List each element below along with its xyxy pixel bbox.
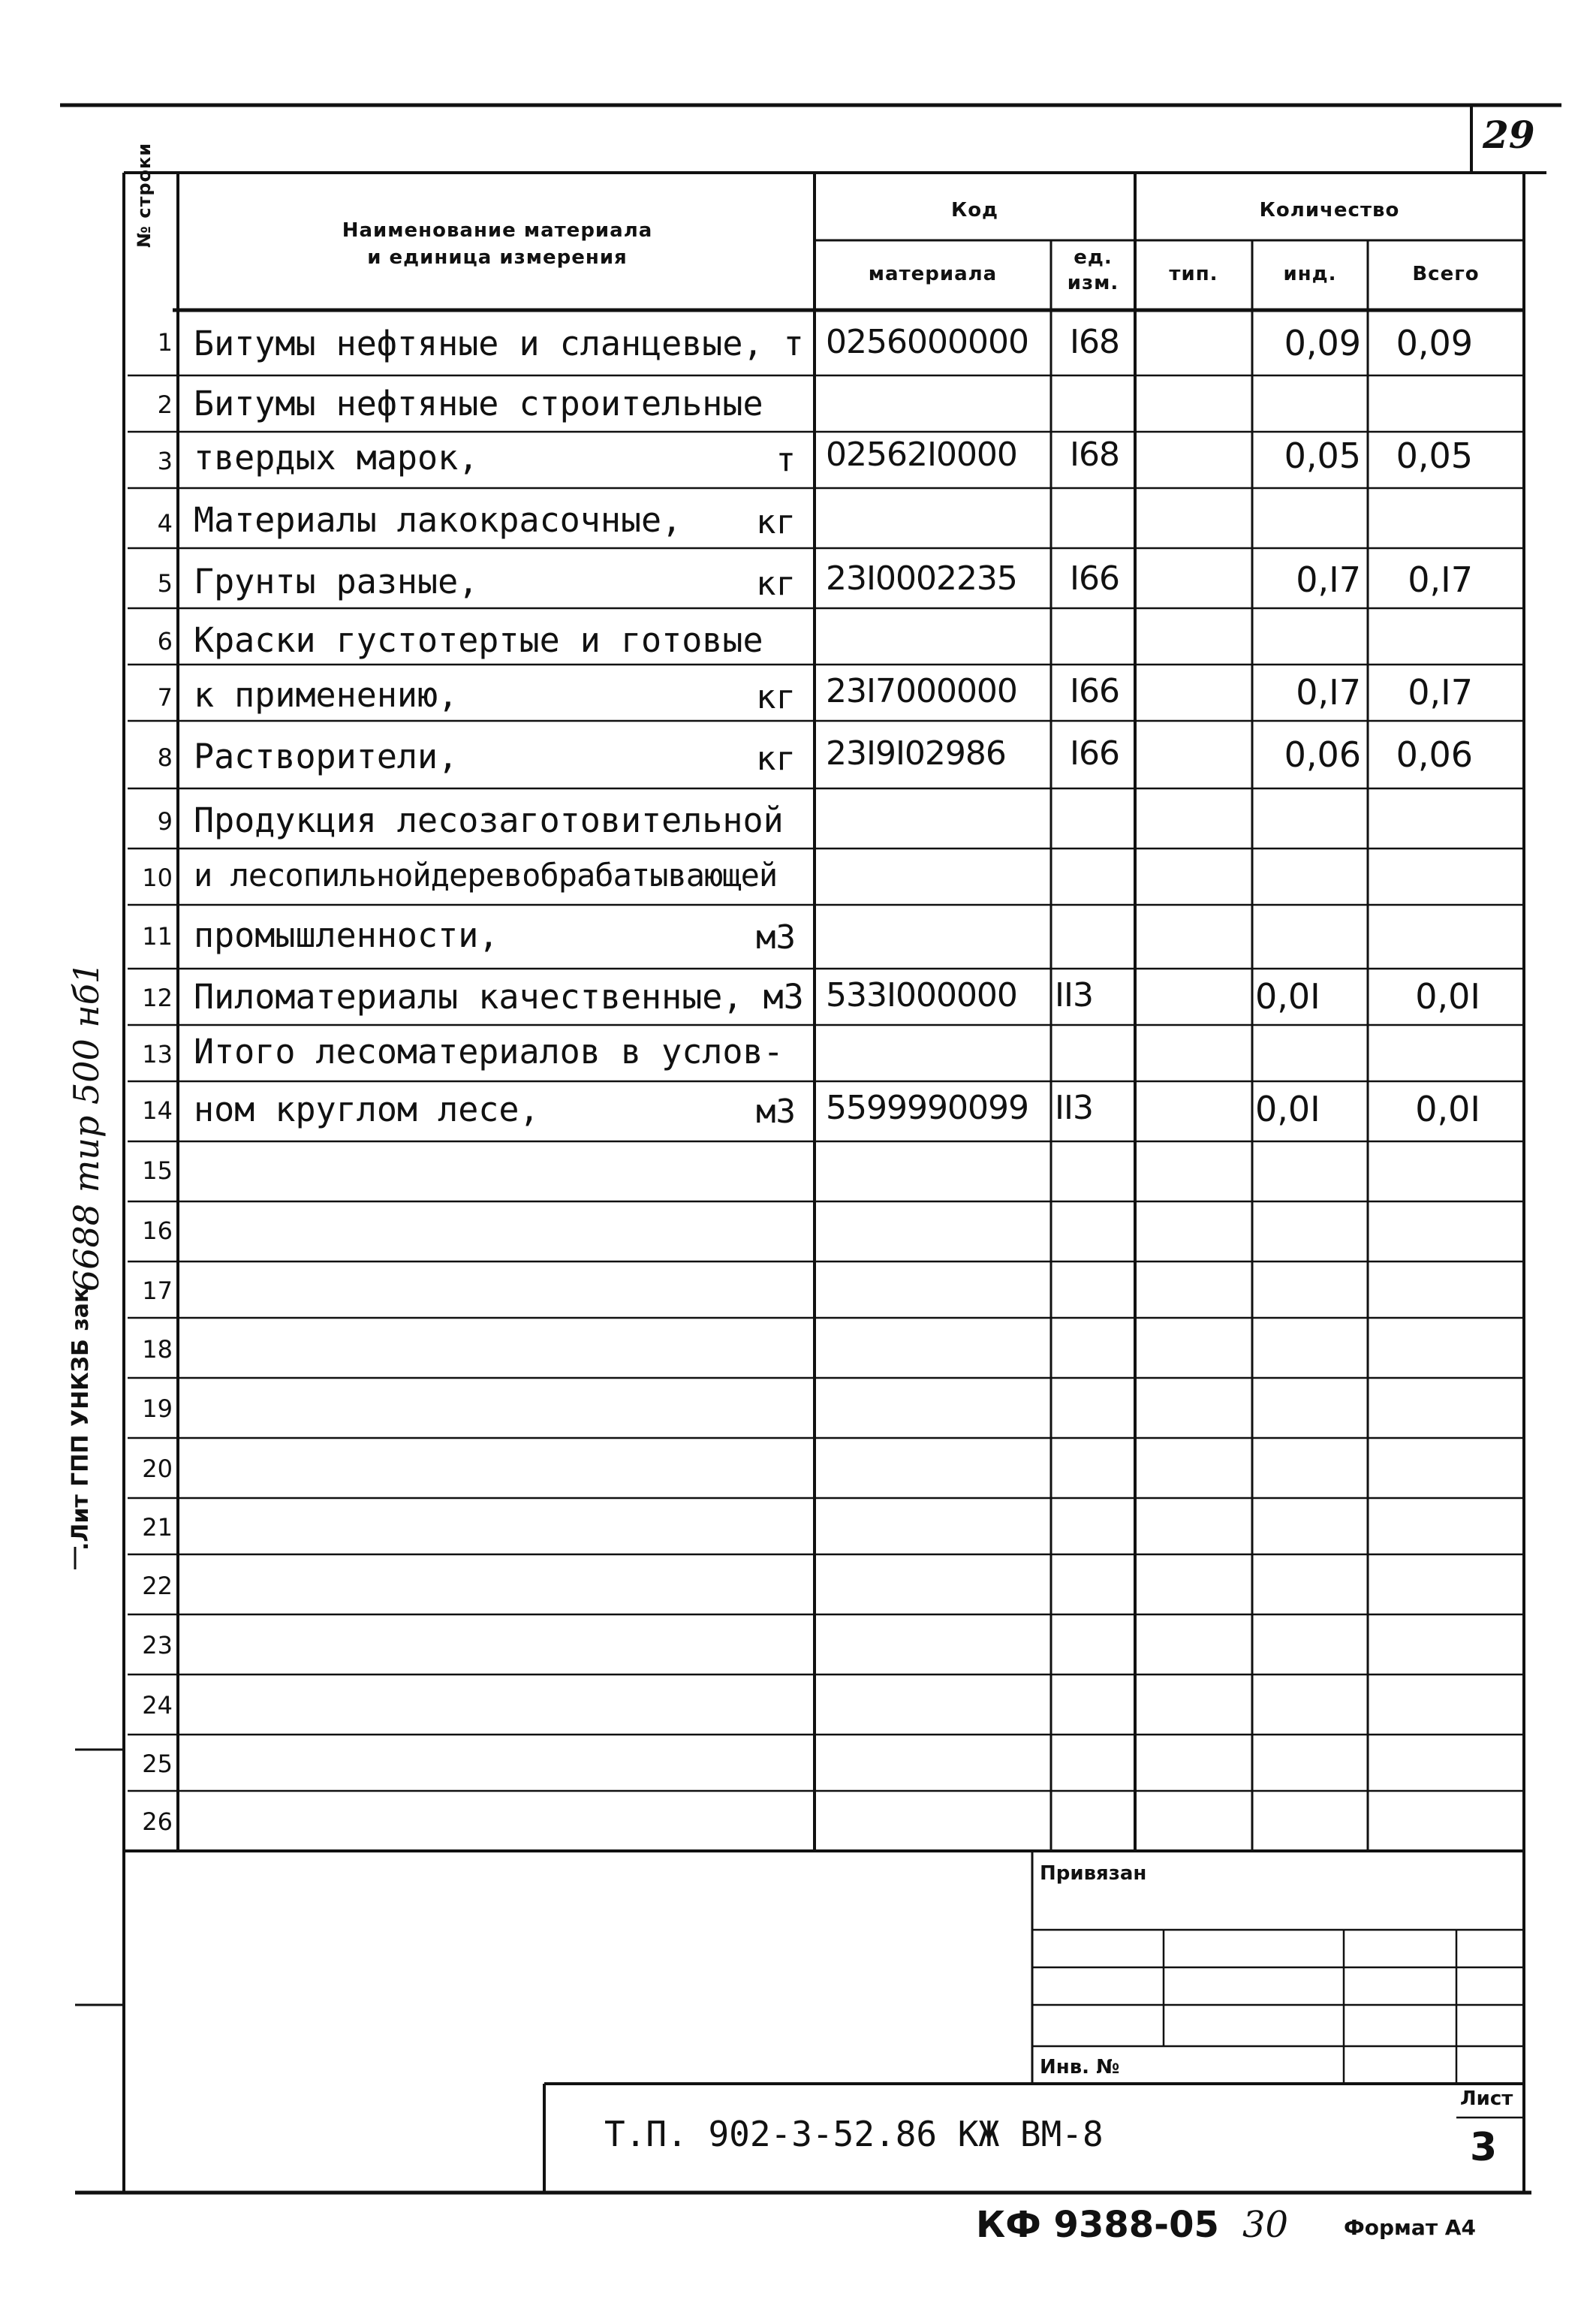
material-code: 23I7000000: [826, 672, 1017, 710]
unit-code: II3: [1055, 1089, 1093, 1127]
footer-format: Формат А4: [1344, 2215, 1476, 2240]
row-number: 18: [142, 1335, 173, 1364]
row-number: 8: [157, 743, 173, 772]
header-qty-ind: инд.: [1283, 263, 1337, 285]
material-unit: кг: [756, 503, 796, 541]
footer-order: КФ 9388-05: [976, 2204, 1219, 2246]
row-number: 21: [142, 1513, 173, 1542]
material-name: к применению,: [194, 675, 459, 715]
header-code-material: материала: [868, 263, 998, 285]
qty-total: 0,0I: [1415, 976, 1480, 1017]
material-name: промышленности,: [194, 915, 499, 955]
qty-ind: 0,05: [1284, 436, 1361, 476]
document-designation: Т.П. 902-3-52.86 КЖ ВМ-8: [604, 2114, 1104, 2154]
row-number: 23: [142, 1631, 173, 1659]
unit-code: I66: [1070, 734, 1119, 773]
qty-ind: 0,09: [1284, 323, 1361, 363]
margin-handwritten-note: 6688 тир 500 нб1: [66, 961, 107, 1292]
row-number: 22: [142, 1572, 173, 1600]
header-row-number: № строки: [134, 142, 155, 248]
row-number: 24: [142, 1691, 173, 1720]
material-code: 0256000000: [826, 323, 1028, 361]
material-name: твердых марок,: [194, 438, 479, 478]
row-number: 10: [142, 864, 173, 892]
qty-total: 0,0I: [1415, 1089, 1480, 1129]
material-unit: т: [775, 441, 796, 479]
row-number: 3: [157, 447, 173, 475]
row-number: 13: [142, 1040, 173, 1069]
material-unit: м3: [756, 918, 796, 957]
header-code-unit-2: изм.: [1067, 272, 1119, 294]
material-name: Итого лесоматериалов в услов-: [194, 1032, 784, 1072]
header-name-line1: Наименование материала: [342, 219, 653, 242]
material-name: Материалы лакокрасочные,: [194, 500, 682, 540]
material-name: Пиломатериалы качественные, м3: [194, 977, 804, 1017]
material-unit: кг: [756, 678, 796, 716]
material-name: Продукция лесозаготовительной: [194, 800, 784, 840]
qty-total: 0,05: [1396, 436, 1473, 476]
material-name: Грунты разные,: [194, 562, 479, 601]
header-quantity: Количество: [1259, 199, 1400, 222]
unit-code: I68: [1070, 436, 1119, 474]
row-number: 14: [142, 1096, 173, 1125]
sheet-label: Лист: [1460, 2087, 1513, 2110]
qty-total: 0,I7: [1408, 672, 1473, 713]
unit-code: I68: [1070, 323, 1119, 361]
row-number: 16: [142, 1216, 173, 1245]
material-unit: кг: [756, 740, 796, 778]
qty-ind: 0,06: [1284, 734, 1361, 775]
qty-total: 0,09: [1396, 323, 1473, 363]
qty-ind: 0,I7: [1296, 672, 1361, 713]
material-name: Растворители,: [194, 737, 459, 776]
row-number: 25: [142, 1750, 173, 1778]
sheet-number: 3: [1470, 2125, 1498, 2170]
row-number: 5: [157, 569, 173, 598]
row-number: 4: [157, 509, 173, 538]
inv-label: Инв. №: [1040, 2056, 1120, 2078]
material-name: Битумы нефтяные и сланцевые, т: [194, 324, 804, 363]
qty-total: 0,06: [1396, 734, 1473, 775]
row-number: 7: [157, 683, 173, 712]
material-unit: м3: [756, 1093, 796, 1131]
page-number: 29: [1483, 113, 1535, 157]
header-code: Код: [950, 199, 999, 222]
linked-label: Привязан: [1040, 1862, 1147, 1885]
header-qty-total: Всего: [1412, 263, 1480, 285]
row-number: 9: [157, 807, 173, 836]
material-code: 23I9I02986: [826, 734, 1006, 773]
row-number: 19: [142, 1394, 173, 1423]
material-name: и лесопильнойдеревобрабатывающей: [194, 857, 778, 894]
material-code: 02562I0000: [826, 436, 1017, 474]
material-name: Битумы нефтяные строительные: [194, 384, 763, 424]
unit-code: II3: [1055, 976, 1093, 1014]
unit-code: I66: [1070, 559, 1119, 598]
qty-ind: 0,0I: [1255, 976, 1320, 1017]
row-number: 11: [142, 922, 173, 951]
material-code: 23I0002235: [826, 559, 1017, 598]
row-number: 12: [142, 984, 173, 1012]
material-name: ном круглом лесе,: [194, 1090, 540, 1129]
row-number: 15: [142, 1156, 173, 1185]
row-number: 1: [157, 328, 173, 357]
row-number: 20: [142, 1454, 173, 1483]
row-number: 2: [157, 390, 173, 419]
margin-printed-note: .Лит ГПП УНКЗБ зак: [68, 1287, 94, 1551]
material-code: 5599990099: [826, 1089, 1028, 1127]
material-unit: кг: [756, 565, 796, 603]
row-number: 17: [142, 1277, 173, 1305]
row-number: 26: [142, 1807, 173, 1836]
qty-total: 0,I7: [1408, 559, 1473, 600]
qty-ind: 0,I7: [1296, 559, 1361, 600]
unit-code: I66: [1070, 672, 1119, 710]
qty-ind: 0,0I: [1255, 1089, 1320, 1129]
header-name-line2: и единица измерения: [367, 246, 628, 269]
footer-page: 30: [1242, 2204, 1289, 2246]
material-code: 533I000000: [826, 976, 1017, 1014]
material-name: Краски густотертые и готовые: [194, 620, 763, 660]
header-code-unit-1: ед.: [1074, 246, 1113, 269]
header-qty-typ: тип.: [1169, 263, 1218, 285]
row-number: 6: [157, 627, 173, 656]
